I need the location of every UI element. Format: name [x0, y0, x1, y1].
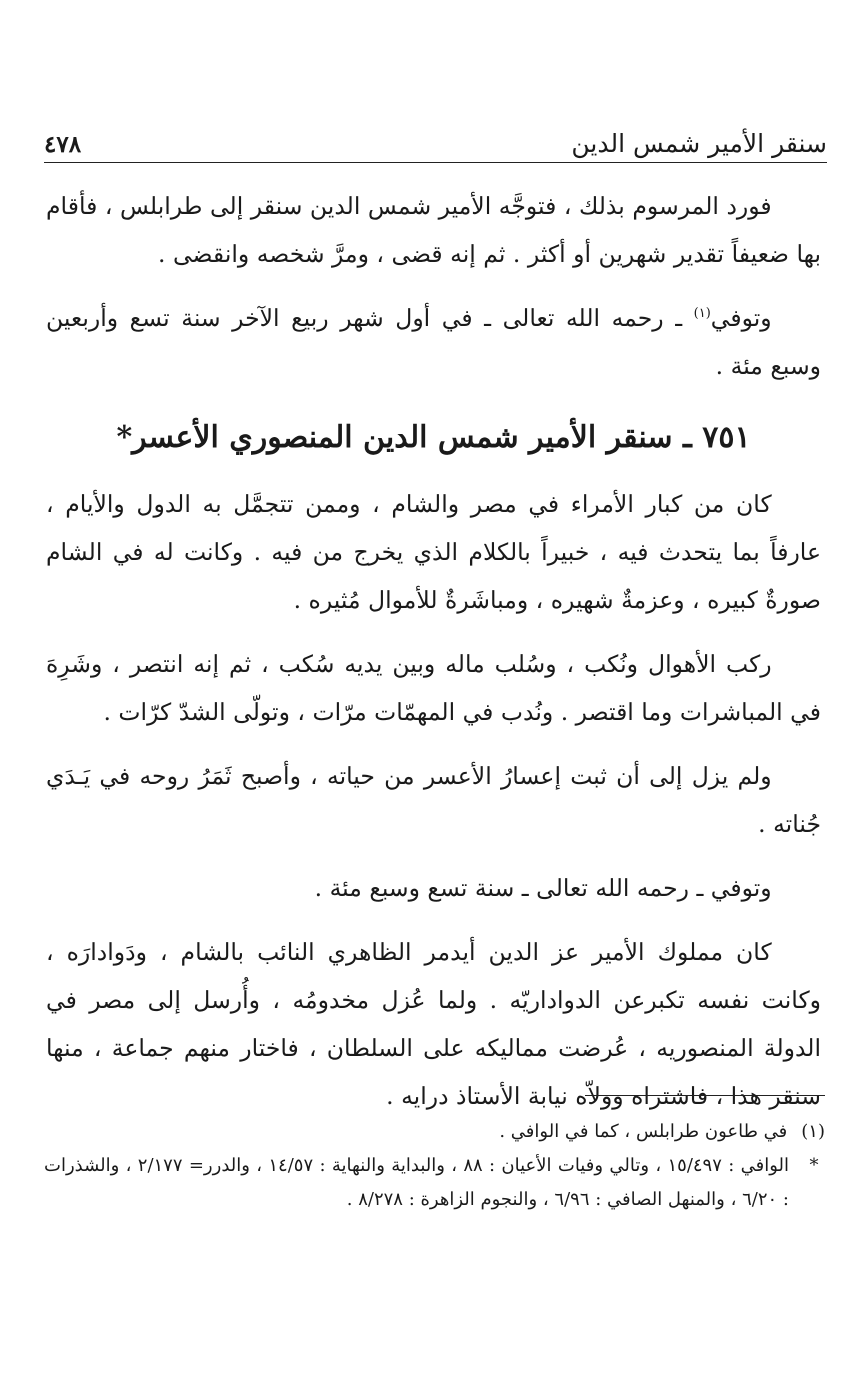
- footnote-reference[interactable]: (١): [693, 306, 711, 322]
- running-title: سنقر الأمير شمس الدين: [571, 129, 827, 158]
- paragraph-4: ركب الأهوال ونُكب ، وسُلب ماله وبين يديه سُكب ، ثم إنه انتصر ، وشَرِهَ في المباشرات وما اقتصر . ونُدب في المهمّات مرّات ، وتولّى الشدّ كرّات .: [46, 650, 821, 726]
- paragraph-1: فورد المرسوم بذلك ، فتوجَّه الأمير شمس الدين سنقر إلى طرابلس ، فأقام بها ضعيفاً تقدير شهرين أو أكثر . ثم إنه قضى ، ومرَّ شخصه وانقضى .: [46, 192, 821, 268]
- paragraph-5: ولم يزل إلى أن ثبت إعسارُ الأعسر من حياته ، وأصبح ثَمَرُ روحه في يَـدَي جُناته .: [46, 762, 821, 838]
- paragraph-2-start: وتوفي: [710, 304, 772, 332]
- footnote-1: [44, 1115, 825, 1149]
- page-number: ٤٧٨: [44, 131, 82, 158]
- paragraph-2: [46, 294, 821, 390]
- main-text: [46, 182, 821, 1136]
- footnote-1-text: في طاعون طرابلس ، كما في الوافي .: [499, 1121, 788, 1142]
- footnote-sources-text: الوافي : ١٥/٤٩٧ ، وتالي وفيات الأعيان : ٨٨ ، والبداية والنهاية : ١٤/٥٧ ، والدرر= ٢/١٧٧ ، والشذرات : ٦/٢٠ ، والمنهل الصافي : ٦/٩٦ ، والنجوم الزاهرة : ٨/٢٧٨ .: [44, 1155, 789, 1210]
- footnote-divider: [585, 1095, 825, 1096]
- footnote-sources-mark: *: [809, 1155, 819, 1176]
- footnotes: [44, 1115, 825, 1217]
- paragraph-3: كان من كبار الأمراء في مصر والشام ، وممن تتجمَّل به الدول والأيام ، عارفاً بما يتحدث فيه ، خبيراً بالكلام الذي يخرج من فيه . وكانت له في الشام صورةٌ كبيره ، وعزمةٌ شهيره ، ومباشَرةٌ للأموال مُثيره .: [46, 490, 821, 614]
- paragraph-2-end: ـ رحمه الله تعالى ـ في أول شهر ربيع الآخر سنة تسع وأربعين وسبع مئة .: [46, 304, 821, 380]
- footnote-sources: [44, 1149, 825, 1217]
- paragraph-7: كان مملوك الأمير عز الدين أيدمر الظاهري النائب بالشام ، ودَوادارَه ، وكانت نفسه تكبرعن الدواداريّه . ولما عُزل مخدومُه ، وأُرسل إلى مصر في الدولة المنصوريه ، عُرضت مماليكه على السلطان ، فاختار منهم جماعة ، منها سنقر هذا ، فاشتراه وولاّه نيابة الأستاذ درايه .: [46, 938, 821, 1110]
- page-header: [44, 118, 827, 163]
- paragraph-6: وتوفي ـ رحمه الله تعالى ـ سنة تسع وسبع مئة .: [314, 874, 772, 902]
- footnote-1-mark: (١): [801, 1121, 825, 1142]
- entry-heading: ٧٥١ ـ سنقر الأمير شمس الدين المنصوري الأعسر*: [116, 420, 751, 455]
